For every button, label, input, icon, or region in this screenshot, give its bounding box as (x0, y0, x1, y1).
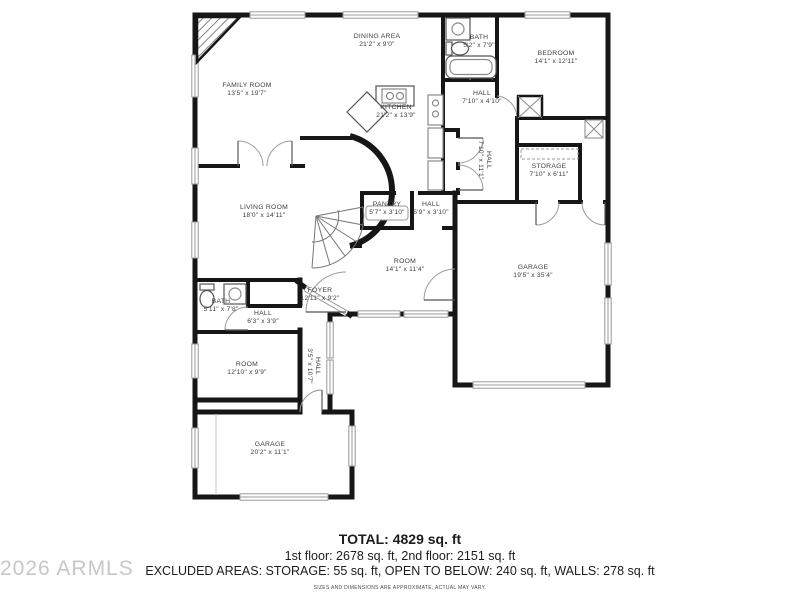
room-label-living-room: LIVING ROOM 18'0" x 14'11" (239, 203, 289, 220)
room-label-hall-center: HALL 5'9" x 3'10" (413, 200, 449, 217)
room-label-bath-lower: BATH 5'11" x 7'8" (203, 297, 239, 314)
storage-shelf-icon (521, 149, 578, 159)
room-label-hall-vertical-right: HALL 7'10" x 11'1" (476, 140, 493, 180)
armls-watermark: 2026 ARMLS (0, 557, 134, 580)
room-label-room-lower: ROOM 12'10" x 9'9" (227, 360, 267, 377)
disclaimer-text: SIZES AND DIMENSIONS ARE APPROXIMATE, ACTUAL MAY VARY. (313, 585, 487, 591)
stairs-hatch-icon (197, 17, 240, 62)
room-label-foyer: FOYER 12'11" x 9'2" (300, 286, 340, 303)
room-label-room-center: ROOM 14'1" x 11'4" (385, 257, 425, 274)
room-label-bedroom: BEDROOM 14'1" x 12'11" (534, 49, 578, 66)
room-label-bath-upper: BATH 5'2" x 7'9" (463, 33, 495, 50)
room-label-dining-area: DINING AREA 21'2" x 9'0" (353, 32, 401, 49)
room-label-kitchen: KITCHEN 21'2" x 13'9" (376, 103, 416, 120)
utility-box-icon (585, 120, 603, 138)
closet-icon (518, 96, 542, 118)
kitchen-counter-icon (428, 95, 443, 190)
room-label-family-room: FAMILY ROOM 13'5" x 19'7" (222, 81, 272, 98)
floor-areas-text: 1st floor: 2678 sq. ft, 2nd floor: 2151 sq. ft (284, 549, 516, 563)
room-label-hall-vertical-lower: HALL 3'5" x 10'7" (305, 348, 322, 384)
room-label-hall-upper: HALL 7'10" x 4'10" (462, 89, 502, 106)
excluded-areas-text: EXCLUDED AREAS: STORAGE: 55 sq. ft, OPEN TO BELOW: 240 sq. ft, WALLS: 278 sq. ft (145, 564, 655, 578)
room-label-hall-lower: HALL 6'3" x 3'9" (247, 309, 279, 326)
room-label-pantry: PANTRY 5'7" x 3'10" (369, 200, 405, 217)
room-label-storage: STORAGE 7'10" x 6'11" (529, 162, 569, 179)
room-label-garage-right: GARAGE 19'5" x 35'4" (513, 263, 553, 280)
room-label-garage-lower: GARAGE 20'2" x 11'1" (250, 440, 290, 457)
total-area-text: TOTAL: 4829 sq. ft (338, 531, 462, 547)
bathtub-icon (446, 56, 496, 78)
